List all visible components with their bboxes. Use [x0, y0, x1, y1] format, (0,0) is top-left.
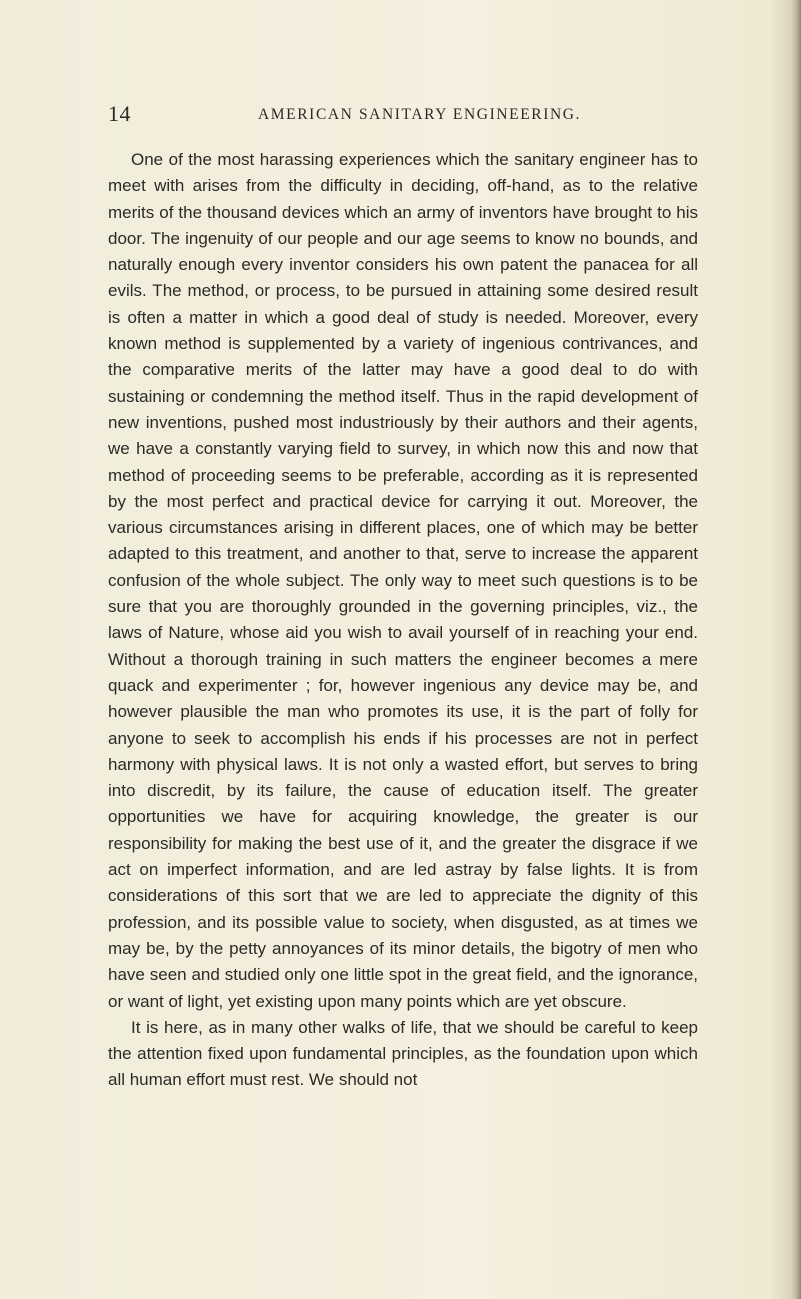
- paragraph: It is here, as in many other walks of life, that we should be careful to keep the attention fixed upon fundamental principles, as the foundation upon which all human effort must rest. We should not: [108, 1017, 698, 1090]
- page-edge-shadow: [791, 0, 801, 1299]
- page-number: 14: [108, 101, 131, 126]
- running-head: [108, 101, 698, 131]
- body-text: [108, 147, 698, 1094]
- paragraph: One of the most harassing experiences which the sanitary engineer has to meet with arises from the difficulty in deciding, off-hand, as to the relative merits of the thousand devices which an army of inventors have brought to his door. The ingenuity of our people and our age seems to know no bounds, and naturally enough every inventor considers his own patent the panacea for all evils. The method, or process, to be pursued in attaining some desired result is often a matter in which a good deal of study is needed. Moreover, every known method is supplemented by a variety of ingenious contrivances, and the comparative merits of the latter may have a good deal to do with sustaining or condemning the method itself. Thus in the rapid development of new inventions, pushed most industriously by their authors and their agents, we have a constantly varying field to survey, in which now this and now that method of proceeding seems to be preferable, according as it is represented by the most perfect and practical device for carrying it out. Moreover, the various circumstances arising in different places, one of which may be better adapted to this treatment, and another to that, serve to increase the apparent confusion of the whole subject. The only way to meet such questions is to be sure that you are thoroughly grounded in the governing principles, viz., the laws of Nature, whose aid you wish to avail yourself of in reaching your end. Without a thorough training in such matters the engineer becomes a mere quack and experimenter ; for, however ingenious any device may be, and however plausible the man who promotes its use, it is the part of folly for anyone to seek to accomplish his ends if his processes are not in perfect harmony with physical laws. It is not only a wasted effort, but serves to bring into discredit, by its failure, the cause of education itself. The greater opportunities we have for acquiring knowledge, the greater is our responsibility for making the best use of it, and the greater the disgrace if we act on imperfect information, and are led astray by false lights. It is from considerations of this sort that we are led to appreciate the dignity of this profession, and its possible value to society, when disgusted, as at times we may be, by the petty annoyances of its minor details, the bigotry of men who have seen and studied only one little spot in the great field, and the ignorance, or want of light, yet existing upon many points which are yet obscure.: [108, 150, 698, 1011]
- running-title: AMERICAN SANITARY ENGINEERING.: [258, 106, 582, 123]
